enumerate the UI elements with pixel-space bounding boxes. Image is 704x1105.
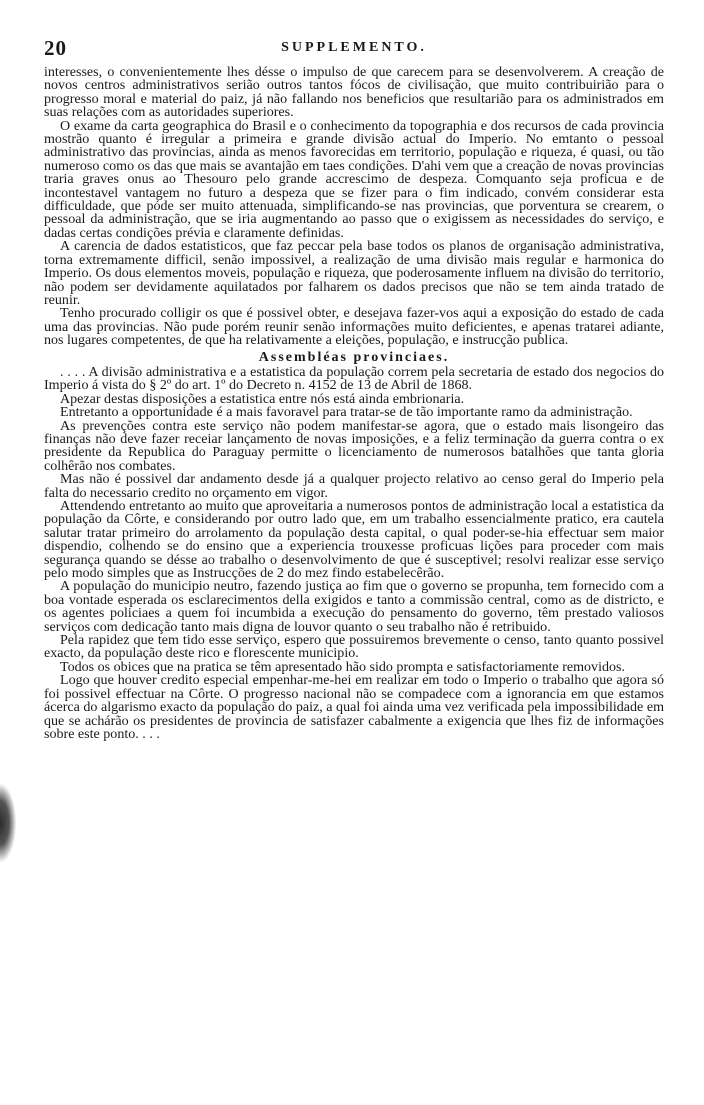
paragraph: As prevenções contra este serviço não podem manifestar-se agora, que o estado mais lisongeiro das finanças não deve fazer receiar lançamento de novas imposições, e a feliz terminação da guerra contra o ex presidente da Republica do Paraguay permitte o licenciamento de numerosos batalhões que tanta gloria colhêrão nos combates. (44, 417, 664, 474)
paragraph: Logo que houver credito especial empenhar-me-hei em realizar em todo o Imperio o trabalho que agora só foi possivel effectuar na Côrte. O progresso nacional não se compadece com a ignorancia em que estamos ácerca do algarismo exacto da população do paiz, a qual foi ainda uma vez verificada pela impossibilidade em que se achárão os presidentes de provincia de satisfazer cabalmente a exigencia que lhes fiz de informações sobre este ponto. . . . (44, 672, 664, 742)
scan-page-edge-shadow (0, 784, 16, 862)
paragraph: Entretanto a opportunidade é a mais favoravel para tratar-se de tão importante ramo da administração. (60, 404, 633, 421)
document-page (44, 36, 664, 741)
page-header (44, 36, 664, 66)
running-head: SUPPLEMENTO. (281, 40, 427, 55)
paragraph: interesses, o convenientemente lhes désse o impulso de que carecem para se desenvolverem. A creação de novos centros administrativos serião outros tantos fócos de civilisação, que muito contribuirião para o progresso moral e material do paiz, já não fallando nos beneficios que resultarião para os administrados em suas relações com as autoridades superiores. (44, 64, 664, 121)
paragraph: . . . . A divisão administrativa e a estatistica da população correm pela secretaria de estado dos negocios do Imperio á vista do § 2º do art. 1º do Decreto n. 4152 de 13 de Abril de 1868. (44, 363, 664, 394)
paragraph: Mas não é possivel dar andamento desde já a qualquer projecto relativo ao censo geral do Imperio pela falta do necessario credito no orçamento em vigor. (44, 471, 664, 501)
paragraph: Apezar destas disposições a estatistica entre nós está ainda embrionaria. (60, 390, 465, 407)
paragraph: A população do municipio neutro, fazendo justiça ao fim que o governo se propunha, tem fornecido com a boa vontade esperada os esclarecimentos della exigidos e tanto a commissão central, como as de districto, e os agentes policiaes a quem foi incumbida a execução do pensamento do governo, têm prestado valiosos serviços com dedicação tanto mais digna de louvor quanto o seu trabalho não é retribuido. (44, 578, 664, 635)
section-heading: Assembléas provinciaes. (258, 349, 450, 365)
page-number: 20 (44, 36, 67, 60)
paragraph: O exame da carta geographica do Brasil e o conhecimento da topographia e dos recursos de cada provincia mostrão quanto é irregular a primeira e grande divisão actual do Imperio. No emtanto o pessoal administrativo das provincias, ainda as menos favorecidas em territorio, população e riqueza, é quasi, ou tão numeroso como os das que mais se avantajão em taes condições. D'ahi vem que a creação de novas provincias traria graves onus ao Thesouro pelo grande accrescimo de despeza. Comquanto seja proficua e de incontestavel vantagem no futuro a despeza que se fizer para o fim indicado, convém considerar esta difficuldade, que póde ser muito attenuada, simplificando-se nas provincias, que porventura se crearem, o pessoal da administração, que se iria augmentando ao passo que o exigissem as necessidades do serviço, e dadas certas condições prévia e claramente definidas. (44, 117, 664, 241)
paragraph: Pela rapidez que tem tido esse serviço, espero que possuiremos brevemente o censo, tanto quanto possivel exacto, da população deste rico e florescente municipio. (44, 632, 664, 662)
paragraph: Attendendo entretanto ao muito que aproveitaria a numerosos pontos de administração local a estatistica da população da Côrte, e considerando por outro lado que, em um trabalho essencialmente pratico, era cautela salutar tratar primeiro do arrolamento da população desta capital, o qual poder-se-hia effectuar sem maior dispendio, colhendo se do ensino que a experiencia trouxesse proficuas lições para proceder com mais segurança quando se désse ao trabalho o desenvolvimento de que é susceptivel; resolvi realizar esse serviço pelo modo simples que as Instrucções de 2 do mez findo estabelecêrão. (44, 498, 664, 582)
paragraph: Todos os obices que na pratica se têm apresentado hão sido prompta e satisfactoriamente removidos. (60, 658, 626, 675)
body-text (44, 66, 664, 741)
paragraph: Tenho procurado colligir os que é possivel obter, e desejava fazer-vos aqui a exposição do estado de cada uma das provincias. Não pude porém reunir senão informações muito deficientes, e apenas tratarei adiante, nos lugares competentes, de que ha relativamente a eleições, população, e instrucção publica. (44, 305, 664, 349)
paragraph: A carencia de dados estatisticos, que faz peccar pela base todos os planos de organisação administrativa, torna extremamente difficil, senão impossivel, a realização de uma divisão mais regular e harmonica do Imperio. Os dous elementos moveis, população e riqueza, que poderosamente influem na divisão do territorio, não podem ser devidamente aquilatados por falharem os dados precisos que não se tem ainda tratado de reunir. (44, 238, 664, 308)
